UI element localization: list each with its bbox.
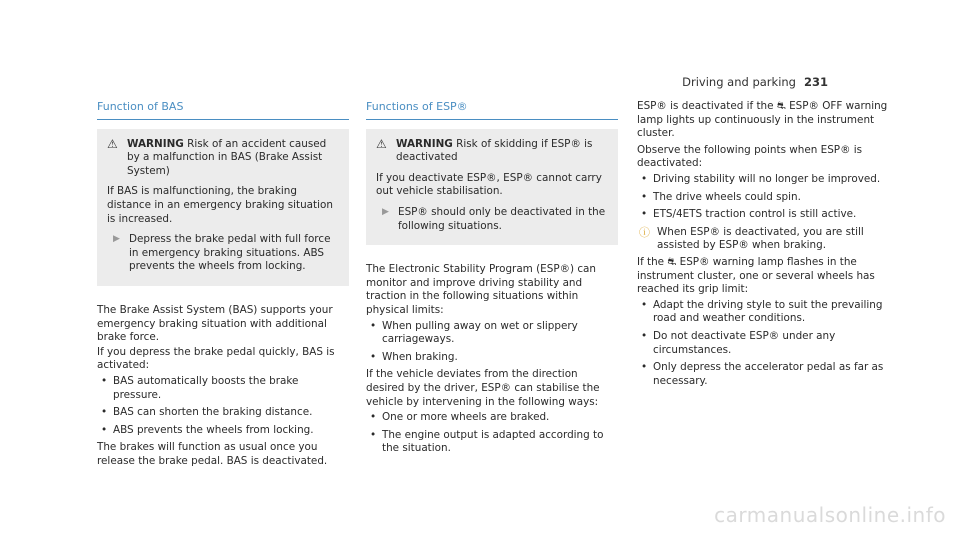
bullet-icon: • xyxy=(641,298,648,311)
warning-text: Risk of an accident caused by a malfunction in BAS (Brake Assist System) xyxy=(127,137,327,177)
warning-action: Depress the brake pedal with full force in emergency braking situations. ABS prevents the wheels from locking. xyxy=(129,233,331,273)
bullet-icon: • xyxy=(641,329,648,342)
list-item: • Adapt the driving style to suit the prevailing road and weather conditions. xyxy=(637,299,889,326)
watermark: carmanualsonline.info xyxy=(714,503,946,527)
list-item: • ABS prevents the wheels from locking. xyxy=(97,424,349,438)
info-note xyxy=(637,226,889,253)
column-bas xyxy=(97,100,349,469)
warning-box xyxy=(97,129,349,286)
info-icon: ⓘ xyxy=(639,225,650,239)
list-item: • BAS can shorten the braking distance. xyxy=(97,406,349,420)
bullet-icon: • xyxy=(370,411,377,424)
section-title-bas: Function of BAS xyxy=(97,100,349,120)
bullet-icon: • xyxy=(370,428,377,441)
warning-box xyxy=(366,129,618,246)
warning-label: WARNING xyxy=(127,137,184,150)
list-item: • The drive wheels could spin. xyxy=(637,191,889,205)
list-item: • Only depress the accelerator pedal as far as necessary. xyxy=(637,361,889,388)
list-item: • The engine output is adapted according to the situation. xyxy=(366,429,618,456)
bullet-icon: • xyxy=(641,361,648,374)
paragraph: If the ⛐ ESP® warning lamp flashes in the instrument cluster, one or several wheels has reached its grip limit: xyxy=(637,255,875,296)
warning-body: If you deactivate ESP®, ESP® cannot carry out vehicle stabilisation. xyxy=(376,171,602,198)
column-esp-functions xyxy=(366,100,618,460)
paragraph: If the vehicle deviates from the direction desired by the driver, ESP® can stabilise the vehicle by intervening in the following ways: xyxy=(366,368,600,408)
bullet-list xyxy=(97,375,349,437)
section-name: Driving and parking xyxy=(682,75,796,89)
list-item: • Driving stability will no longer be improved. xyxy=(637,173,889,187)
list-item: • When braking. xyxy=(366,351,618,365)
arrow-right-icon: ▶ xyxy=(113,234,120,245)
paragraph: ESP® is deactivated if the ⛐ ESP® OFF warning lamp lights up continuously in the instrument cluster. xyxy=(637,100,888,140)
warning-triangle-icon: ⚠ xyxy=(107,136,118,151)
paragraph: Observe the following points when ESP® is deactivated: xyxy=(637,143,863,170)
bullet-icon: • xyxy=(370,350,377,363)
column-esp-deactivated xyxy=(637,100,889,392)
arrow-right-icon: ▶ xyxy=(382,206,389,217)
paragraph: If you depress the brake pedal quickly, BAS is activated: xyxy=(97,345,335,372)
bullet-list xyxy=(366,320,618,365)
warning-text: Risk of skidding if ESP® is deactivated xyxy=(396,137,593,164)
paragraph: The Brake Assist System (BAS) supports your emergency braking situation with additional brake force. xyxy=(97,303,333,344)
bullet-list xyxy=(637,173,889,222)
bullet-list xyxy=(366,411,618,456)
warning-body: If BAS is malfunctioning, the braking distance in an emergency braking situation is increased. xyxy=(107,185,333,225)
bullet-icon: • xyxy=(641,208,648,221)
bullet-list xyxy=(637,299,889,389)
bullet-icon: • xyxy=(641,190,648,203)
list-item: • BAS automatically boosts the brake pressure. xyxy=(97,375,349,402)
bullet-icon: • xyxy=(101,423,108,436)
page-header xyxy=(682,75,828,89)
warning-label: WARNING xyxy=(396,137,453,150)
list-item: • One or more wheels are braked. xyxy=(366,411,618,425)
list-item: • When pulling away on wet or slippery carriageways. xyxy=(366,320,618,347)
bullet-icon: • xyxy=(641,172,648,185)
list-item: • ETS/4ETS traction control is still active. xyxy=(637,208,889,222)
bullet-icon: • xyxy=(101,374,108,387)
bullet-icon: • xyxy=(101,406,108,419)
list-item: • Do not deactivate ESP® under any circumstances. xyxy=(637,330,889,357)
page-number: 231 xyxy=(803,75,828,89)
section-title-esp: Functions of ESP® xyxy=(366,100,618,120)
warning-triangle-icon: ⚠ xyxy=(376,136,387,151)
paragraph: The brakes will function as usual once you release the brake pedal. BAS is deactivated. xyxy=(97,441,328,467)
bullet-icon: • xyxy=(370,319,377,332)
warning-action: ESP® should only be deactivated in the following situations. xyxy=(398,205,606,232)
paragraph: The Electronic Stability Program (ESP®) can monitor and improve driving stability and traction in the following situations within physical limits: xyxy=(366,263,597,316)
note-text: When ESP® is deactivated, you are still assisted by ESP® when braking. xyxy=(657,225,864,252)
